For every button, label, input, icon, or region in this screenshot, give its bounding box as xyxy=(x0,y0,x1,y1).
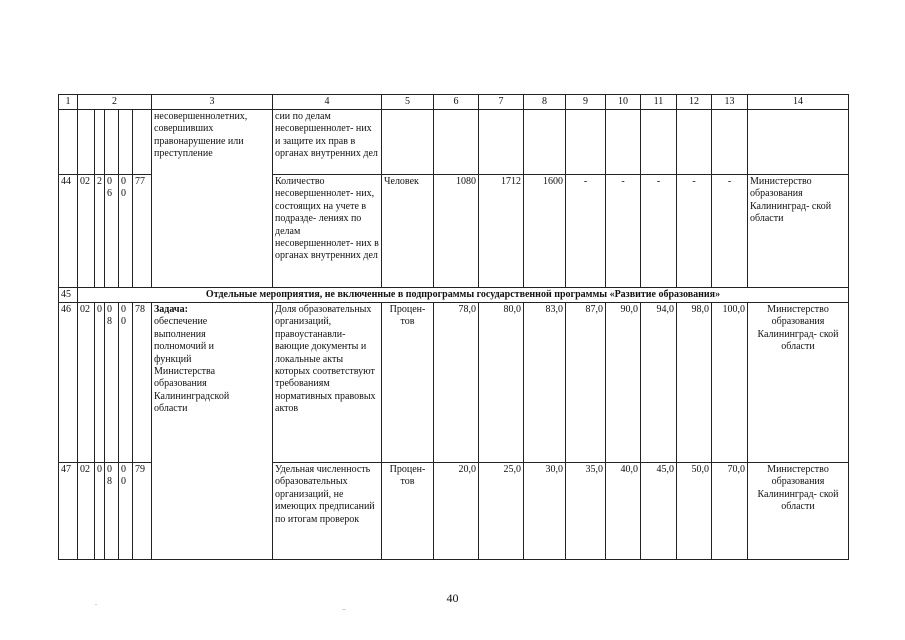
value-cell: - xyxy=(566,175,606,288)
code-cell: 79 xyxy=(133,463,152,560)
row-number-cell: 46 xyxy=(59,303,78,463)
code-cell: 2 xyxy=(95,175,105,288)
code-cell xyxy=(95,110,105,175)
row-number-cell xyxy=(59,110,78,175)
code-cell: 08 xyxy=(105,463,119,560)
header-row xyxy=(59,95,849,110)
code-cell: 00 xyxy=(119,463,133,560)
value-cell: 50,0 xyxy=(677,463,712,560)
task-cell xyxy=(152,303,273,560)
responsible-cell xyxy=(748,110,849,175)
value-cell: 35,0 xyxy=(566,463,606,560)
code-cell: 77 xyxy=(133,175,152,288)
table-row-45 xyxy=(59,288,849,303)
value-cell xyxy=(677,110,712,175)
row-number-cell: 45 xyxy=(59,288,78,303)
section-title: Отдельные мероприятия, не включенные в подпрограммы государственной программы «Развитие образования» xyxy=(78,288,849,303)
value-cell: 1080 xyxy=(434,175,479,288)
unit-cell: Человек xyxy=(382,175,434,288)
page-number: 40 xyxy=(446,591,459,605)
value-cell xyxy=(712,110,748,175)
table-row-continuation xyxy=(59,110,849,175)
value-cell: - xyxy=(712,175,748,288)
header-cell-11: 11 xyxy=(641,95,677,110)
code-cell xyxy=(133,110,152,175)
row-number-cell: 44 xyxy=(59,175,78,288)
value-cell: - xyxy=(641,175,677,288)
scan-speck: .. xyxy=(342,603,346,612)
code-cell: 02 xyxy=(78,303,95,463)
header-cell-12: 12 xyxy=(677,95,712,110)
code-cell: 0 xyxy=(95,463,105,560)
responsible-cell: Министерство образования Калининград- ской области xyxy=(748,175,849,288)
code-cell: 02 xyxy=(78,175,95,288)
value-cell: 20,0 xyxy=(434,463,479,560)
task-text: обеспечение выполнения полномочий и функций Министерства образования Калининградской области xyxy=(154,316,230,415)
value-cell: 70,0 xyxy=(712,463,748,560)
unit-cell: Процен- тов xyxy=(382,463,434,560)
code-cell: 06 xyxy=(105,175,119,288)
header-cell-5: 5 xyxy=(382,95,434,110)
value-cell: 98,0 xyxy=(677,303,712,463)
indicator-cell: Количество несовершеннолет- них, состоящих на учете в подразде- лениях по делам несовершеннолет- них в органах внутренних дел xyxy=(273,175,382,288)
responsible-cell: Министерство образования Калининград- ской области xyxy=(748,463,849,560)
code-cell: 00 xyxy=(119,303,133,463)
indicator-cell: Доля образовательных организаций, правоустанавли- вающие документы и локальные акты которых соответствуют требованиям нормативных правовых актов xyxy=(273,303,382,463)
goal-cell: несовершеннолетних, совершивших правонарушение или преступление xyxy=(152,110,273,288)
header-cell-10: 10 xyxy=(606,95,641,110)
header-cell-6: 6 xyxy=(434,95,479,110)
table-row-46 xyxy=(59,303,849,463)
code-cell xyxy=(105,110,119,175)
value-cell: 90,0 xyxy=(606,303,641,463)
responsible-cell: Министерство образования Калининград- ской области xyxy=(748,303,849,463)
indicators-table xyxy=(58,94,849,560)
header-cell-2: 2 xyxy=(78,95,152,110)
value-cell: 100,0 xyxy=(712,303,748,463)
header-cell-9: 9 xyxy=(566,95,606,110)
header-cell-8: 8 xyxy=(524,95,566,110)
header-cell-7: 7 xyxy=(479,95,524,110)
value-cell: - xyxy=(606,175,641,288)
code-cell: 0 xyxy=(95,303,105,463)
header-cell-4: 4 xyxy=(273,95,382,110)
unit-cell: Процен- тов xyxy=(382,303,434,463)
value-cell xyxy=(434,110,479,175)
value-cell: 94,0 xyxy=(641,303,677,463)
value-cell xyxy=(479,110,524,175)
header-cell-1: 1 xyxy=(59,95,78,110)
header-cell-3: 3 xyxy=(152,95,273,110)
code-cell xyxy=(119,110,133,175)
value-cell xyxy=(566,110,606,175)
code-cell: 08 xyxy=(105,303,119,463)
code-cell: 78 xyxy=(133,303,152,463)
value-cell xyxy=(641,110,677,175)
code-cell xyxy=(78,110,95,175)
code-cell: 00 xyxy=(119,175,133,288)
unit-cell xyxy=(382,110,434,175)
value-cell: 30,0 xyxy=(524,463,566,560)
scan-speck: . xyxy=(95,598,97,607)
value-cell: 80,0 xyxy=(479,303,524,463)
value-cell: 1600 xyxy=(524,175,566,288)
value-cell: 78,0 xyxy=(434,303,479,463)
value-cell: 45,0 xyxy=(641,463,677,560)
value-cell: 83,0 xyxy=(524,303,566,463)
task-label: Задача: xyxy=(154,304,188,315)
header-cell-13: 13 xyxy=(712,95,748,110)
value-cell xyxy=(606,110,641,175)
value-cell: 87,0 xyxy=(566,303,606,463)
code-cell: 02 xyxy=(78,463,95,560)
indicator-cell: Удельная численность образовательных организаций, не имеющих предписаний по итогам проверок xyxy=(273,463,382,560)
value-cell: 40,0 xyxy=(606,463,641,560)
value-cell: 1712 xyxy=(479,175,524,288)
indicator-cell: сии по делам несовершеннолет- них и защите их прав в органах внутренних дел xyxy=(273,110,382,175)
row-number-cell: 47 xyxy=(59,463,78,560)
value-cell: - xyxy=(677,175,712,288)
value-cell: 25,0 xyxy=(479,463,524,560)
header-cell-14: 14 xyxy=(748,95,849,110)
value-cell xyxy=(524,110,566,175)
